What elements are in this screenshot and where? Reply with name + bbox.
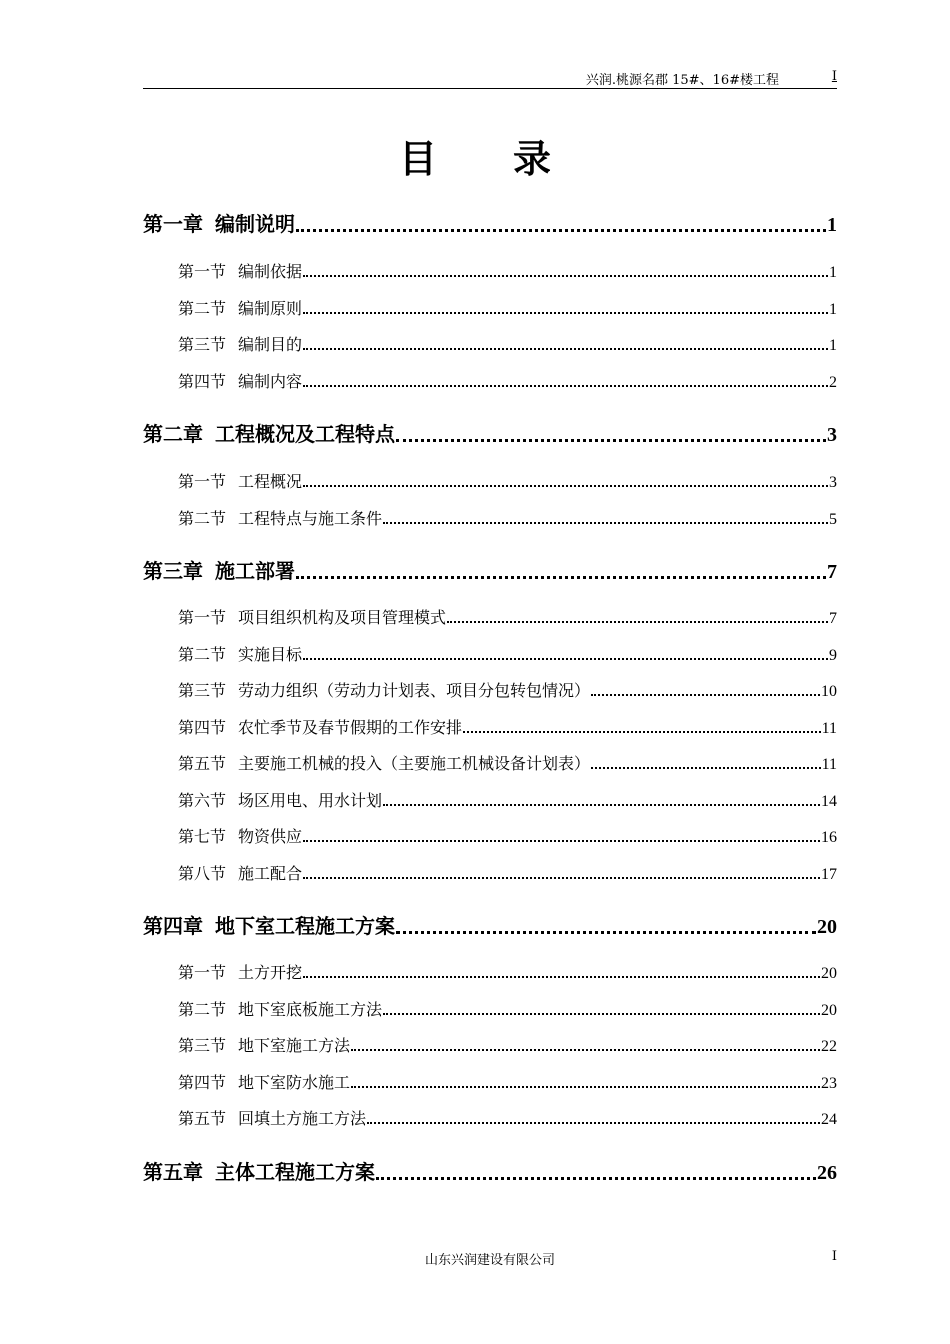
- header-page-number: I: [831, 69, 837, 84]
- toc-entry-number: 第二节: [178, 299, 227, 318]
- toc-entry-label: 工程概况: [238, 472, 303, 491]
- toc-entry-page: 14: [821, 793, 837, 810]
- toc-entry-label: 农忙季节及春节假期的工作安排: [238, 718, 463, 737]
- toc-entry-label: 编制依据: [238, 262, 303, 281]
- toc-leader-dots: [591, 694, 820, 696]
- toc-section-entry[interactable]: [178, 259, 837, 282]
- toc-leader-dots: [303, 312, 828, 314]
- toc-entry-page: 22: [821, 1038, 837, 1055]
- toc-entry-label: 工程概况及工程特点: [215, 422, 395, 446]
- toc-entry-page: 11: [821, 756, 837, 773]
- toc-leader-dots: [351, 1086, 820, 1088]
- toc-leader-dots: [303, 385, 828, 387]
- document-title-char-2: 录: [513, 137, 552, 181]
- toc-entry-label: 地下室底板施工方法: [238, 1000, 383, 1019]
- toc-entry-page: 23: [821, 1075, 837, 1092]
- toc-entry-label: 物资供应: [238, 827, 303, 846]
- toc-entry-number: 第二节: [178, 509, 227, 528]
- toc-entry-label: 编制说明: [215, 212, 295, 236]
- toc-leader-dots: [296, 229, 826, 232]
- toc-leader-dots: [447, 621, 828, 623]
- toc-entry-label: 地下室工程施工方案: [215, 914, 395, 938]
- toc-entry-number: 第三节: [178, 681, 227, 700]
- toc-entry-number: 第八节: [178, 864, 227, 883]
- toc-leader-dots: [591, 767, 821, 769]
- toc-leader-dots: [396, 931, 816, 934]
- toc-entry-page: 7: [829, 610, 837, 627]
- toc-chapter-entry[interactable]: [143, 1156, 837, 1185]
- toc-entry-number: 第七节: [178, 827, 227, 846]
- toc-section-entry[interactable]: [178, 678, 837, 701]
- toc-leader-dots: [303, 485, 828, 487]
- toc-entry-label: 项目组织机构及项目管理模式: [238, 608, 447, 627]
- toc-entry-page: 20: [821, 1002, 837, 1019]
- toc-entry-page: 1: [829, 264, 837, 281]
- toc-entry-page: 1: [827, 214, 837, 236]
- toc-entry-page: 10: [821, 683, 837, 700]
- toc-entry-number: 第一节: [178, 472, 227, 491]
- toc-entry-label: 施工部署: [215, 559, 295, 583]
- toc-chapter-entry[interactable]: [143, 910, 837, 939]
- toc-entry-label: 编制目的: [238, 335, 303, 354]
- toc-entry-page: 2: [829, 374, 837, 391]
- toc-leader-dots: [396, 439, 826, 442]
- toc-section-entry[interactable]: [178, 332, 837, 355]
- toc-chapter-entry[interactable]: [143, 208, 837, 237]
- footer-page-number: I: [831, 1249, 837, 1264]
- toc-section-entry[interactable]: [178, 997, 837, 1020]
- toc-leader-dots: [351, 1049, 820, 1051]
- toc-entry-label: 地下室防水施工: [238, 1073, 351, 1092]
- toc-entry-number: 第五节: [178, 754, 227, 773]
- toc-entry-label: 劳动力组织（劳动力计划表、项目分包转包情况）: [238, 681, 591, 700]
- toc-leader-dots: [303, 348, 828, 350]
- toc-entry-page: 5: [829, 511, 837, 528]
- toc-entry-number: 第三章: [143, 559, 203, 583]
- toc-entry-number: 第二节: [178, 645, 227, 664]
- toc-entry-number: 第五章: [143, 1160, 203, 1184]
- toc-entry-label: 主体工程施工方案: [215, 1160, 375, 1184]
- toc-entry-number: 第一节: [178, 963, 227, 982]
- toc-entry-page: 7: [827, 561, 837, 583]
- toc-entry-page: 3: [827, 424, 837, 446]
- toc-entry-label: 编制原则: [238, 299, 303, 318]
- toc-entry-page: 9: [829, 647, 837, 664]
- toc-section-entry[interactable]: [178, 861, 837, 884]
- toc-chapter-entry[interactable]: [143, 418, 837, 447]
- toc-leader-dots: [376, 1177, 816, 1180]
- toc-entry-label: 地下室施工方法: [238, 1036, 351, 1055]
- toc-entry-page: 20: [821, 965, 837, 982]
- toc-section-entry[interactable]: [178, 960, 837, 983]
- toc-section-entry[interactable]: [178, 1033, 837, 1056]
- toc-entry-number: 第四节: [178, 1073, 227, 1092]
- footer-company: 山东兴润建设有限公司: [424, 1253, 555, 1268]
- toc-entry-number: 第一章: [143, 212, 203, 236]
- toc-leader-dots: [383, 804, 820, 806]
- toc-entry-page: 1: [829, 301, 837, 318]
- toc-entry-label: 编制内容: [238, 372, 303, 391]
- toc-leader-dots: [463, 731, 821, 733]
- toc-section-entry[interactable]: [178, 605, 837, 628]
- toc-leader-dots: [303, 658, 828, 660]
- toc-entry-label: 主要施工机械的投入（主要施工机械设备计划表）: [238, 754, 591, 773]
- toc-entry-label: 施工配合: [238, 864, 303, 883]
- toc-section-entry[interactable]: [178, 369, 837, 392]
- toc-section-entry[interactable]: [178, 1106, 837, 1129]
- toc-leader-dots: [367, 1122, 820, 1124]
- toc-entry-page: 26: [817, 1162, 837, 1184]
- toc-entry-label: 场区用电、用水计划: [238, 791, 383, 810]
- toc-section-entry[interactable]: [178, 824, 837, 847]
- header-title: 兴润.桃源名郡 15#、16#楼工程: [585, 73, 779, 88]
- toc-section-entry[interactable]: [178, 469, 837, 492]
- toc-section-entry[interactable]: [178, 1070, 837, 1093]
- toc-section-entry[interactable]: [178, 506, 837, 529]
- toc-entry-number: 第一节: [178, 608, 227, 627]
- toc-entry-number: 第二节: [178, 1000, 227, 1019]
- toc-entry-page: 20: [817, 916, 837, 938]
- toc-section-entry[interactable]: [178, 296, 837, 319]
- toc-section-entry[interactable]: [178, 642, 837, 665]
- toc-entry-page: 24: [821, 1111, 837, 1128]
- toc-entry-number: 第六节: [178, 791, 227, 810]
- toc-leader-dots: [303, 840, 820, 842]
- toc-entry-page: 1: [829, 337, 837, 354]
- toc-entry-label: 工程特点与施工条件: [238, 509, 383, 528]
- toc-leader-dots: [303, 275, 828, 277]
- toc-entry-number: 第五节: [178, 1109, 227, 1128]
- toc-entry-number: 第四节: [178, 718, 227, 737]
- toc-leader-dots: [303, 976, 820, 978]
- toc-entry-number: 第四章: [143, 914, 203, 938]
- toc-entry-page: 11: [821, 720, 837, 737]
- toc-section-entry[interactable]: [178, 751, 837, 774]
- toc-entry-label: 实施目标: [238, 645, 303, 664]
- toc-leader-dots: [383, 522, 828, 524]
- toc-entry-number: 第三节: [178, 335, 227, 354]
- toc-leader-dots: [296, 576, 826, 579]
- toc-entry-number: 第一节: [178, 262, 227, 281]
- toc-section-entry[interactable]: [178, 715, 837, 738]
- toc-section-entry[interactable]: [178, 788, 837, 811]
- toc-entry-number: 第三节: [178, 1036, 227, 1055]
- toc-entry-page: 16: [821, 829, 837, 846]
- toc-leader-dots: [383, 1013, 820, 1015]
- toc-leader-dots: [303, 877, 820, 879]
- toc-entry-number: 第二章: [143, 422, 203, 446]
- document-title-char-1: 目: [398, 137, 437, 181]
- toc-entry-page: 3: [829, 474, 837, 491]
- toc-entry-page: 17: [821, 866, 837, 883]
- toc-entry-number: 第四节: [178, 372, 227, 391]
- toc-chapter-entry[interactable]: [143, 555, 837, 584]
- toc-entry-label: 回填土方施工方法: [238, 1109, 367, 1128]
- toc-entry-label: 土方开挖: [238, 963, 303, 982]
